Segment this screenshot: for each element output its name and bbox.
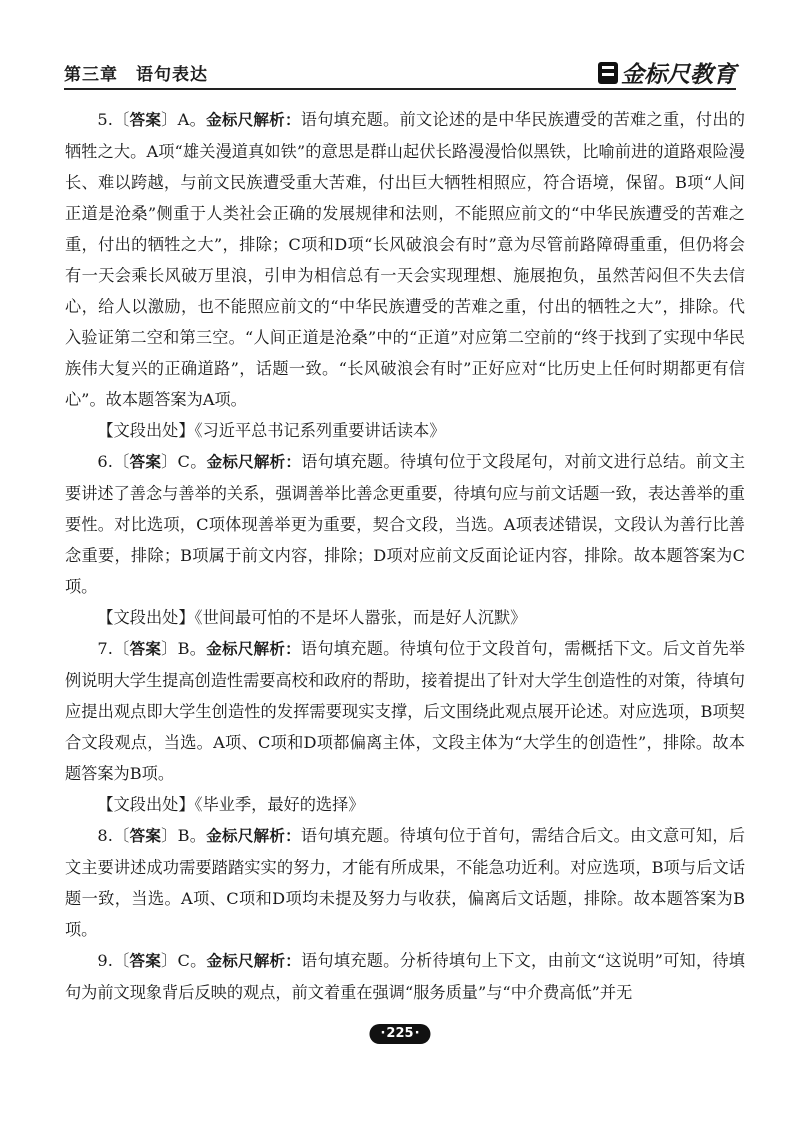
answer-item-8: 8.〔答案〕B。金标尺解析：语句填充题。待填句位于首句，需结合后文。由文意可知，后文主要讲述成功需要踏踏实实的努力，才能有所成果，不能急功近利。对应选项，B项与后文话题一致，当选。A项、C项和D项均未提及努力与收获，偏离后文话题，排除。故本题答案为B项。	[65, 826, 745, 939]
page-header	[64, 52, 736, 92]
source-line-5	[65, 415, 745, 446]
source-line-6	[65, 602, 745, 633]
chapter-title: 第三章 语句表达	[64, 65, 208, 85]
answer-item-5: 5.〔答案〕A。金标尺解析：语句填充题。前文论述的是中华民族遭受的苦难之重，付出的牺牲之大。A项“雄关漫道真如铁”的意思是群山起伏长路漫漫恰似黑铁，比喻前进的道路艰险漫长、难以跨越，与前文民族遭受重大苦难，付出巨大牺牲相照应，符合语境，保留。B项“人间正道是沧桑”侧重于人类社会正确的发展规律和法则，不能照应前文的“中华民族遭受的苦难之重，付出的牺牲之大”，排除；C项和D项“长风破浪会有时”意为尽管前路障碍重重，但仍将会有一天会乘长风破万里浪，引申为相信总有一天会实现理想、施展抱负，虽然苦闷但不失去信心，给人以激励，也不能照应前文的“中华民族遭受的苦难之重，付出的牺牲之大”，排除。代入验证第二空和第三空。“人间正道是沧桑”中的“正道”对应第二空前的“终于找到了实现中华民族伟大复兴的正确道路”，话题一致。“长风破浪会有时”正好应对“比历史上任何时期都更有信心”。故本题答案为A项。	[65, 110, 745, 409]
answer-label: 答案	[129, 111, 162, 129]
analysis-label: 金标尺解析：	[206, 453, 302, 471]
analysis-label: 金标尺解析：	[206, 640, 301, 658]
answer-value: C。	[177, 452, 207, 471]
answer-value: C。	[177, 951, 207, 970]
answer-item-7: 7.〔答案〕B。金标尺解析：语句填充题。待填句位于文段首句，需概括下文。后文首先举例说明大学生提高创造性需要高校和政府的帮助，接着提出了针对大学生创造性的对策，待填句应提出观点即大学生创造性的发挥需要现实支撑，后文围绕此观点展开论述。对应选项，B项契合文段观点，当选。A项、C项和D项都偏离主体，文段主体为“大学生的创造性”，排除。故本题答案为B项。	[65, 639, 745, 783]
analysis-label: 金标尺解析：	[206, 111, 301, 129]
answer-value: B。	[177, 826, 207, 845]
analysis-text: 语句填充题。分析待填句上下文，由前文“这说明”可知，待填句为前文现象背后反映的观点，前文着重在强调“服务质量”与“中介费高低”并无	[65, 951, 745, 1002]
logo-icon	[598, 62, 618, 84]
header-divider	[64, 88, 736, 90]
source-label: 【文段出处】	[97, 421, 195, 440]
item-number: 8.	[97, 826, 113, 845]
item-number: 9.	[97, 951, 113, 970]
analysis-text: 语句填充题。前文论述的是中华民族遭受的苦难之重，付出的牺牲之大。A项“雄关漫道真如铁”的意思是群山起伏长路漫漫恰似黑铁，比喻前进的道路艰险漫长、难以跨越，与前文民族遭受重大苦难，付出巨大牺牲相照应，符合语境，保留。B项“人间正道是沧桑”侧重于人类社会正确的发展规律和法则，不能照应前文的“中华民族遭受的苦难之重，付出的牺牲之大”，排除；C项和D项“长风破浪会有时”意为尽管前路障碍重重，但仍将会有一天会乘长风破万里浪，引申为相信总有一天会实现理想、施展抱负，虽然苦闷但不失去信心，给人以激励，也不能照应前文的“中华民族遭受的苦难之重，付出的牺牲之大”，排除。代入验证第二空和第三空。“人间正道是沧桑”中的“正道”对应第二空前的“终于找到了实现中华民族伟大复兴的正确道路”，话题一致。“长风破浪会有时”正好应对“比历史上任何时期都更有信心”。故本题答案为A项。	[65, 110, 745, 409]
analysis-text: 语句填充题。待填句位于文段尾句，对前文进行总结。前文主要讲述了善念与善举的关系，强调善举比善念更重要，待填句应与前文话题一致，表达善举的重要性。对比选项，C项体现善举更为重要，契合文段，当选。A项表述错误，文段认为善行比善念重要，排除；B项属于前文内容，排除；D项对应前文反面论证内容，排除。故本题答案为C项。	[65, 452, 746, 596]
answer-item-9: 9.〔答案〕C。金标尺解析：语句填充题。分析待填句上下文，由前文“这说明”可知，待填句为前文现象背后反映的观点，前文着重在强调“服务质量”与“中介费高低”并无	[65, 951, 745, 1002]
brand-logo	[598, 56, 736, 89]
analysis-label: 金标尺解析：	[206, 827, 301, 845]
source-title: 《毕业季，最好的选择》	[194, 795, 365, 814]
answer-label: 答案	[129, 453, 162, 471]
answer-item-6: 6.〔答案〕C。金标尺解析：语句填充题。待填句位于文段尾句，对前文进行总结。前文主要讲述了善念与善举的关系，强调善举比善念更重要，待填句应与前文话题一致，表达善举的重要性。对比选项，C项体现善举更为重要，契合文段，当选。A项表述错误，文段认为善行比善念重要，排除；B项属于前文内容，排除；D项对应前文反面论证内容，排除。故本题答案为C项。	[65, 452, 746, 596]
item-number: 7.	[97, 639, 113, 658]
logo-text: 金标尺教育	[621, 62, 736, 88]
answer-label: 答案	[129, 827, 162, 845]
answer-value: B。	[177, 639, 207, 658]
analysis-text: 语句填充题。待填句位于首句，需结合后文。由文意可知，后文主要讲述成功需要踏踏实实的努力，才能有所成果，不能急功近利。对应选项，B项与后文话题一致，当选。A项、C项和D项均未提及努力与收获，偏离后文话题，排除。故本题答案为B项。	[65, 826, 745, 939]
analysis-text: 语句填充题。待填句位于文段首句，需概括下文。后文首先举例说明大学生提高创造性需要高校和政府的帮助，接着提出了针对大学生创造性的对策，待填句应提出观点即大学生创造性的发挥需要现实支撑，后文围绕此观点展开论述。对应选项，B项契合文段观点，当选。A项、C项和D项都偏离主体，文段主体为“大学生的创造性”，排除。故本题答案为B项。	[65, 639, 745, 783]
source-line-7	[65, 789, 745, 820]
answer-value: A。	[177, 110, 207, 129]
source-label: 【文段出处】	[97, 795, 195, 814]
answer-content	[65, 104, 745, 1008]
page-number: · 225 ·	[369, 1024, 430, 1044]
item-number: 5.	[97, 110, 113, 129]
answer-label: 答案	[129, 640, 162, 658]
source-title: 《习近平总书记系列重要讲话读本》	[194, 421, 446, 440]
answer-label: 答案	[129, 952, 162, 970]
source-label: 【文段出处】	[97, 608, 195, 627]
source-title: 《世间最可怕的不是坏人嚣张，而是好人沉默》	[194, 608, 527, 627]
analysis-label: 金标尺解析：	[206, 952, 301, 970]
item-number: 6.	[97, 452, 113, 471]
